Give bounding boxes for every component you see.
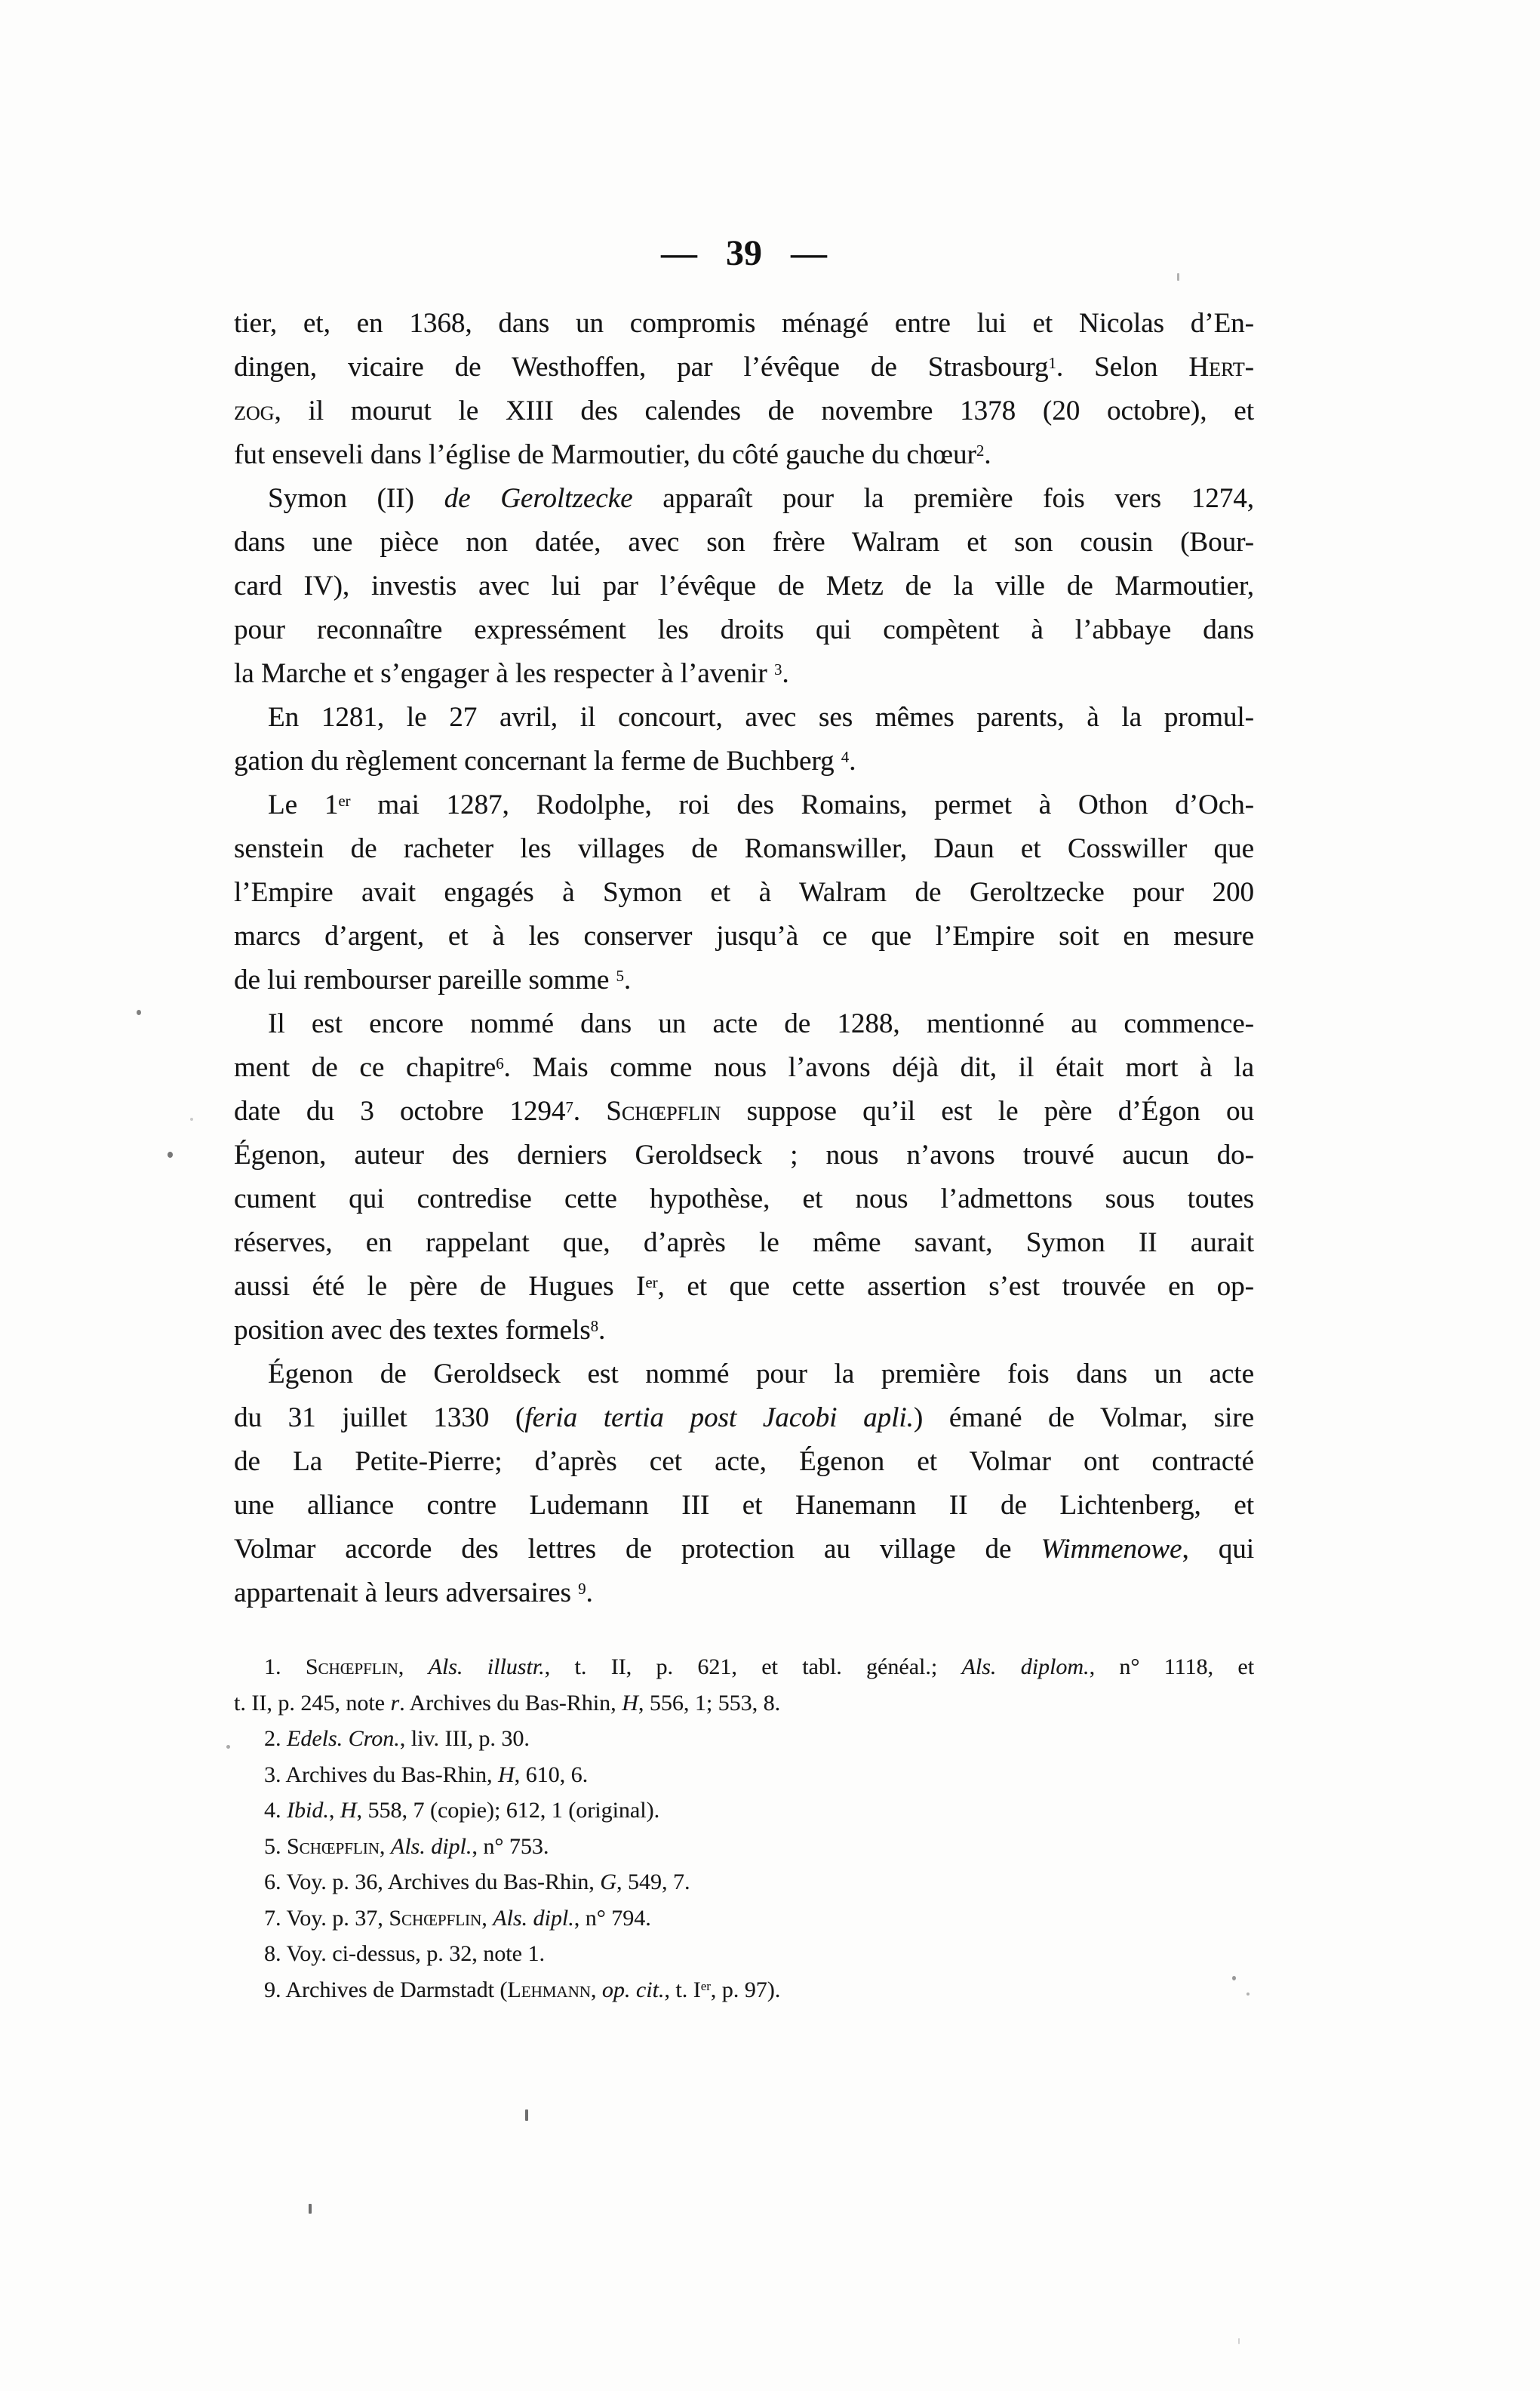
text-segment: Égenon, auteur des derniers Geroldseck ; nous n’avons trouvé aucun do- — [234, 1140, 1254, 1171]
text-line — [234, 740, 1254, 783]
text-segment: 9. Archives de Darmstadt ( — [264, 1977, 508, 2002]
text-segment: feria tertia post Jacobi apli. — [524, 1402, 914, 1433]
text-segment: . — [586, 1577, 593, 1608]
text-line — [234, 1352, 1254, 1396]
text-segment: Als. dipl. — [493, 1905, 574, 1931]
text-line — [234, 783, 1254, 827]
text-segment: l’Empire avait engagés à Symon et à Walram de Geroltzecke pour 200 — [234, 877, 1254, 908]
footnotes-block — [234, 1649, 1254, 2008]
text-line — [234, 1864, 1254, 1900]
text-segment: Wimmenowe — [1040, 1534, 1182, 1565]
text-segment: une alliance contre Ludemann III et Hanemann II de Lichtenberg, et — [234, 1490, 1254, 1521]
text-line — [234, 1046, 1254, 1090]
page-number: 39 — [726, 233, 762, 273]
paragraph — [234, 1649, 1254, 1721]
paragraph — [234, 783, 1254, 1002]
text-segment: . — [849, 746, 856, 777]
text-segment: Lehmann — [507, 1977, 591, 2002]
text-segment: , — [379, 1833, 391, 1859]
text-line — [234, 1221, 1254, 1265]
text-segment: 3 — [773, 662, 782, 679]
text-segment: , p. 97). — [710, 1977, 781, 2002]
text-segment: 5 — [616, 968, 624, 986]
text-segment: , 556, 1; 553, 8. — [638, 1690, 781, 1716]
scan-speck — [1177, 273, 1179, 281]
text-segment: de lui rembourser pareille somme — [234, 965, 616, 995]
text-segment: 4. — [264, 1798, 287, 1823]
text-segment: 9 — [578, 1581, 586, 1599]
paragraph — [234, 1757, 1254, 1793]
text-segment: G — [600, 1869, 616, 1894]
paragraph — [234, 1972, 1254, 2008]
text-line — [234, 1936, 1254, 1972]
text-line — [234, 1134, 1254, 1177]
text-segment: , et que cette assertion s’est trouvée en op- — [657, 1271, 1254, 1302]
text-segment: H — [497, 1762, 515, 1787]
text-segment: du 31 juillet 1330 ( — [234, 1402, 525, 1433]
text-segment: 7. Voy. p. 37, — [264, 1905, 389, 1931]
text-segment: Il est encore nommé dans un acte de 1288, mentionné au commence- — [268, 1008, 1254, 1039]
scan-speck — [226, 1745, 230, 1749]
text-segment: 2. — [264, 1726, 287, 1751]
text-line — [234, 1571, 1254, 1615]
text-segment: tier, et, en 1368, dans un compromis ménagé entre lui et Nicolas d’En- — [234, 308, 1254, 339]
text-segment: zog — [234, 395, 275, 426]
text-line — [234, 1090, 1254, 1134]
text-segment: Edels. Cron. — [287, 1726, 400, 1751]
page-number-header — [234, 232, 1254, 274]
text-segment: Ibid. — [287, 1798, 329, 1823]
text-segment: Als. illustr. — [428, 1654, 545, 1679]
scan-speck — [190, 1118, 193, 1121]
text-segment: fut enseveli dans l’église de Marmoutier, du côté gauche du chœur — [234, 439, 976, 470]
text-line — [234, 521, 1254, 565]
text-segment: 8 — [590, 1319, 599, 1336]
text-segment: Le 1 — [268, 789, 339, 820]
scan-speck — [309, 2204, 312, 2214]
text-line — [234, 1528, 1254, 1571]
text-segment: ment de ce chapitre — [234, 1052, 496, 1083]
text-line — [234, 565, 1254, 608]
text-segment: er — [645, 1275, 658, 1292]
text-segment: . — [984, 439, 991, 470]
text-line — [234, 608, 1254, 652]
text-segment: dingen, vicaire de Westhoffen, par l’évêque de Strasbourg — [234, 352, 1049, 383]
paragraph — [234, 302, 1254, 477]
text-line — [234, 1685, 1254, 1722]
paragraph — [234, 477, 1254, 696]
text-segment: . — [623, 965, 632, 995]
text-line — [234, 1829, 1254, 1865]
text-segment: la Marche et s’engager à les respecter à l’avenir — [234, 658, 774, 689]
text-segment: Symon (II) — [268, 483, 444, 514]
text-line — [234, 1396, 1254, 1440]
text-segment: Volmar accorde des lettres de protection au village de — [234, 1534, 1041, 1565]
text-segment: mai 1287, Rodolphe, roi des Romains, permet à Othon d’Och- — [350, 789, 1254, 820]
text-segment: , n° 794. — [573, 1905, 651, 1931]
text-segment: apparaît pour la première fois vers 1274, — [632, 483, 1254, 514]
text-segment: position avec des textes formels — [234, 1315, 591, 1346]
text-line — [234, 1309, 1254, 1352]
text-segment: . — [598, 1315, 606, 1346]
text-line — [234, 1757, 1254, 1793]
scan-speck — [137, 1010, 141, 1015]
text-line — [234, 1972, 1254, 2008]
text-segment: réserves, en rappelant que, d’après le même savant, Symon II aurait — [234, 1227, 1254, 1258]
text-segment: r — [390, 1690, 400, 1716]
text-segment: gation du règlement concernant la ferme de Buchberg — [234, 746, 841, 777]
text-segment: 2 — [976, 443, 985, 460]
text-segment: Hert- — [1188, 352, 1255, 383]
text-segment: t. II, p. 245, note — [234, 1690, 391, 1716]
text-segment: 8. Voy. ci-dessus, p. 32, note 1. — [264, 1941, 545, 1966]
paragraph — [234, 1352, 1254, 1615]
text-line — [234, 652, 1254, 696]
text-line — [234, 1792, 1254, 1829]
text-segment: de La Petite-Pierre; d’après cet acte, Égenon et Volmar ont contracté — [234, 1446, 1254, 1477]
text-segment: 7 — [565, 1100, 573, 1117]
text-segment: card IV), investis avec lui par l’évêque de Metz de la ville de Marmoutier, — [234, 571, 1254, 602]
body-text — [234, 302, 1254, 1615]
text-line — [234, 477, 1254, 521]
text-segment: , liv. III, p. 30. — [399, 1726, 530, 1751]
text-line — [234, 1900, 1254, 1937]
text-segment: aussi été le père de Hugues I — [234, 1271, 646, 1302]
scan-speck — [168, 1152, 173, 1158]
text-segment: senstein de racheter les villages de Romanswiller, Daun et Cosswiller que — [234, 833, 1254, 864]
text-segment: er — [338, 793, 351, 811]
text-segment: , — [398, 1654, 429, 1679]
text-segment: appartenait à leurs adversaires — [234, 1577, 579, 1608]
text-segment: , 558, 7 (copie); 612, 1 (original). — [356, 1798, 660, 1823]
scan-speck — [525, 2109, 528, 2121]
header-dash-right: — — [791, 233, 827, 273]
text-line — [234, 1484, 1254, 1528]
text-segment: Schœpflin — [389, 1905, 482, 1931]
text-segment: H — [622, 1690, 638, 1716]
text-segment: , qui — [1182, 1534, 1254, 1565]
text-segment: En 1281, le 27 avril, il concourt, avec ses mêmes parents, à la promul- — [268, 702, 1254, 733]
text-line — [234, 389, 1254, 433]
text-segment: ) émané de Volmar, sire — [913, 1402, 1254, 1433]
text-segment: Als. diplom. — [961, 1654, 1090, 1679]
header-dash-left: — — [661, 233, 697, 273]
scan-speck — [1232, 1976, 1236, 1980]
text-segment: , t. II, p. 621, et tabl. généal.; — [544, 1654, 962, 1679]
text-line — [234, 1265, 1254, 1309]
text-segment: H — [340, 1798, 357, 1823]
text-segment: , il mourut le XIII des calendes de novembre 1378 (20 octobre), et — [274, 395, 1254, 426]
text-segment: , n° 753. — [472, 1833, 549, 1859]
text-segment: 1. — [264, 1654, 306, 1679]
text-segment: 6. Voy. p. 36, Archives du Bas-Rhin, — [264, 1869, 601, 1894]
text-segment: Schœpflin — [606, 1096, 721, 1127]
text-line — [234, 302, 1254, 346]
text-segment: . Mais comme nous l’avons déjà dit, il était mort à la — [503, 1052, 1254, 1083]
scan-speck — [1246, 1992, 1250, 1996]
text-segment: 6 — [496, 1056, 504, 1073]
paragraph — [234, 1829, 1254, 1865]
text-segment: . Archives du Bas-Rhin, — [399, 1690, 622, 1716]
text-line — [234, 959, 1254, 1002]
text-segment: Égenon de Geroldseck est nommé pour la première fois dans un acte — [268, 1359, 1254, 1389]
text-segment: suppose qu’il est le père d’Égon ou — [721, 1096, 1254, 1127]
text-line — [234, 696, 1254, 740]
text-line — [234, 1002, 1254, 1046]
paragraph — [234, 1936, 1254, 1972]
text-segment: 5. — [264, 1833, 287, 1859]
text-segment: date du 3 octobre 1294 — [234, 1096, 566, 1127]
text-line — [234, 1649, 1254, 1685]
text-segment: 3. Archives du Bas-Rhin, — [264, 1762, 498, 1787]
text-line — [234, 827, 1254, 871]
text-segment: Als. dipl. — [390, 1833, 472, 1859]
text-segment: , — [328, 1798, 340, 1823]
text-segment: . Selon — [1056, 352, 1189, 383]
text-segment: marcs d’argent, et à les conserver jusqu’à ce que l’Empire soit en mesure — [234, 921, 1254, 952]
text-segment: 1 — [1048, 355, 1056, 373]
text-segment: , — [481, 1905, 493, 1931]
text-segment: op. cit. — [601, 1977, 665, 2002]
text-segment: 4 — [841, 749, 850, 767]
text-segment: de Geroltzecke — [444, 483, 633, 514]
paragraph — [234, 1002, 1254, 1352]
text-line — [234, 346, 1254, 389]
text-segment: er — [700, 1979, 711, 1994]
text-segment: dans une pièce non datée, avec son frère Walram et son cousin (Bour- — [234, 527, 1254, 558]
text-line — [234, 1721, 1254, 1757]
paragraph — [234, 1721, 1254, 1757]
text-segment: . — [782, 658, 789, 689]
text-segment: cument qui contredise cette hypothèse, et nous l’admettons sous toutes — [234, 1183, 1254, 1214]
text-segment: Schœpflin — [305, 1654, 398, 1679]
text-line — [234, 1177, 1254, 1221]
scan-speck — [1238, 2338, 1240, 2344]
text-segment: , 549, 7. — [616, 1869, 690, 1894]
paragraph — [234, 1900, 1254, 1937]
text-segment: pour reconnaître expressément les droits qui compètent à l’abbaye dans — [234, 614, 1254, 645]
text-line — [234, 1440, 1254, 1484]
text-segment: Schœpflin — [287, 1833, 380, 1859]
text-line — [234, 871, 1254, 915]
text-segment: , — [590, 1977, 602, 2002]
paragraph — [234, 1792, 1254, 1829]
text-line — [234, 915, 1254, 959]
text-segment: , t. I — [664, 1977, 701, 2002]
text-segment: . — [573, 1096, 607, 1127]
paragraph — [234, 1864, 1254, 1900]
text-segment: , n° 1118, et — [1089, 1654, 1255, 1679]
paragraph — [234, 696, 1254, 783]
text-segment: , 610, 6. — [514, 1762, 589, 1787]
text-line — [234, 433, 1254, 477]
